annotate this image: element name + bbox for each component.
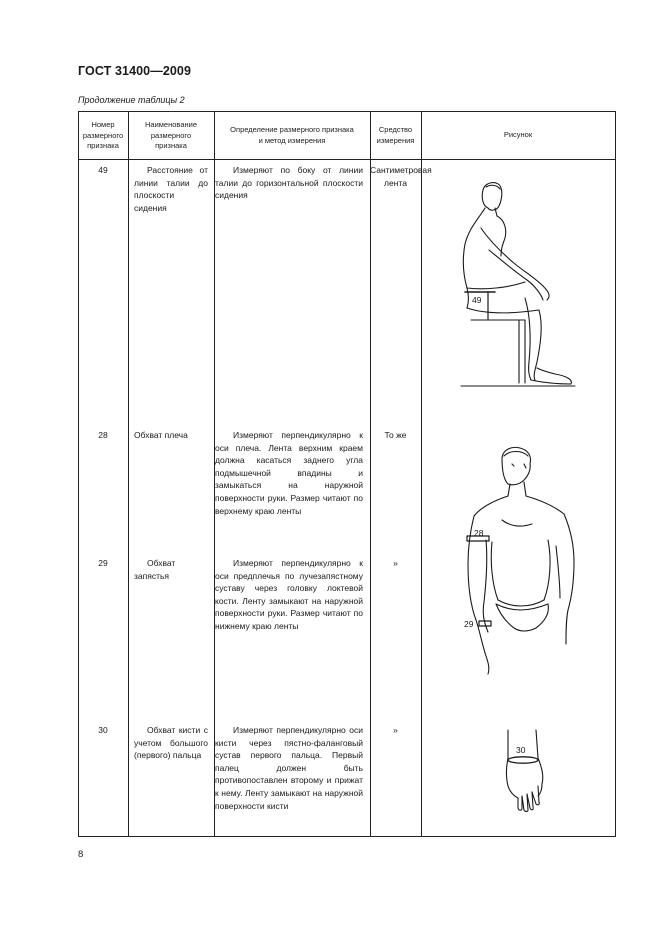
figure-label-49: 49	[472, 295, 482, 305]
row-49-number: 49	[98, 165, 108, 175]
table-caption: Продолжение таблицы 2	[78, 95, 185, 105]
column-divider	[421, 111, 422, 836]
row-29-number: 29	[98, 558, 108, 568]
figure-label-29: 29	[464, 619, 474, 629]
row-30-means: »	[393, 725, 398, 735]
header-means: Средство измерения	[376, 125, 415, 145]
row-28-means: То же	[384, 430, 407, 440]
figure-label-28: 28	[474, 528, 484, 538]
row-30-number: 30	[98, 725, 108, 735]
document-title: ГОСТ 31400—2009	[78, 64, 192, 78]
row-28-name: Обхват плеча	[134, 430, 188, 440]
header-number: Номер размерного признака	[82, 120, 124, 150]
row-49-definition: Измеряют по боку от линии талии до горизонтальной плоскости сидения	[215, 165, 363, 201]
row-30-name: Обхват кисти с учетом большого (первого) пальца	[134, 725, 208, 761]
header-name: Наименование размерного признака	[145, 120, 197, 150]
row-30-definition: Измеряют перпендикулярно оси кисти через пястно-фаланговый сустав первого пальца. Первый палец должен быть противопоставлен второму и прижат к нему. Ленту замыкают на наружной поверхности кисти	[215, 725, 363, 811]
row-28-definition: Измеряют перпендикулярно к оси плеча. Лента верхним краем должна касаться заднего угла подмышечной впадины и замыкаться на наружной поверхности руки. Размер читают по верхнему краю ленты	[215, 430, 363, 516]
row-49-means: Сантиметровая лента	[370, 165, 432, 188]
header-divider	[78, 159, 615, 160]
hand-figure-illustration	[500, 728, 546, 812]
header-definition: Определение размерного признака и метод измерения	[230, 125, 354, 145]
seated-figure-illustration	[455, 178, 575, 388]
row-28-number: 28	[98, 430, 108, 440]
row-29-name: Обхват запястья	[134, 558, 176, 581]
figure-label-30: 30	[516, 745, 526, 755]
column-divider	[128, 111, 129, 836]
row-29-means: »	[393, 558, 398, 568]
torso-figure-illustration	[462, 444, 582, 679]
row-29-definition: Измеряют перпендикулярно к оси предплечья по лучезапястному суставу через головку локтевой кости. Ленту замыкают на наружной поверхности руки. Размер читают по нижнему краю ленты	[215, 558, 363, 631]
row-49-name: Расстояние от линии талии до плоскости сидения	[134, 165, 208, 213]
header-picture: Рисунок	[503, 130, 533, 139]
page-number: 8	[78, 849, 84, 860]
